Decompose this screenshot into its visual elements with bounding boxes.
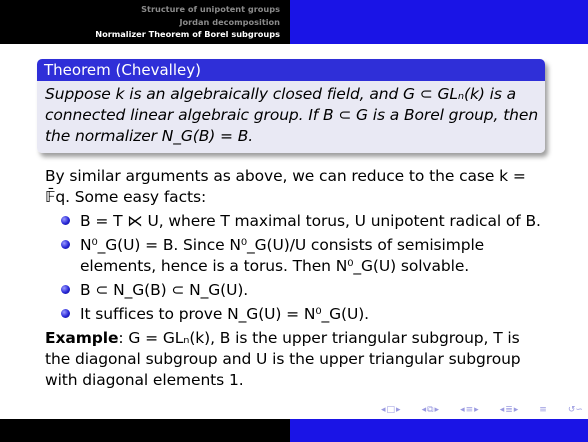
nav-item-jordan[interactable]: Jordan decomposition [179,16,280,27]
fact-text: It suffices to prove N_G(U) = N⁰_G(U). [80,305,370,323]
nav-next-icon[interactable]: ▸ [474,405,479,415]
section-navigation [95,3,280,41]
nav-prev-icon[interactable]: ◂ [381,405,386,415]
navigation-controls [381,404,583,416]
nav-prev-icon[interactable]: ◂ [499,405,505,415]
nav-frame-icon: □ [386,405,396,415]
nav-next-icon[interactable]: ▸ [434,405,440,415]
facts-list [45,211,545,325]
headline-bar [0,0,588,44]
footline-bar [0,419,588,442]
footline-right [290,419,588,442]
nav-prev-icon[interactable]: ◂ [460,405,465,415]
nav-next-icon[interactable]: ▸ [513,405,519,415]
list-item [45,235,545,277]
footline-left [0,419,290,442]
list-item [45,304,545,325]
list-item [45,211,545,232]
bullet-icon [61,240,70,249]
nav-subsection-group [422,404,440,416]
nav-item-normalizer[interactable]: Normalizer Theorem of Borel subgroups [95,29,280,39]
fact-text: N⁰_G(U) = B. Since N⁰_G(U)/U consists of semisimple elements, hence is a torus. Then N⁰_G(U) solvable. [80,236,485,275]
nav-appendix-icon: ≣ [505,405,513,415]
headline-left [0,0,290,44]
bullet-icon [61,216,70,225]
example-label: Example [45,329,119,347]
nav-subsection-icon: ⧉ [427,405,434,415]
intro-text: By similar arguments as above, we can reduce to the case k = 𝔽̄q. Some easy facts: [45,167,526,206]
theorem-title: Theorem (Chevalley) [37,59,545,81]
search-icon[interactable]: ↺∽ [567,405,583,415]
fact-text: B ⊂ N_G(B) ⊂ N_G(U). [80,281,249,299]
nav-item-unipotent[interactable]: Structure of unipotent groups [141,4,280,14]
bullet-icon [61,309,70,318]
nav-section-icon[interactable]: ≡ [539,405,547,415]
theorem-block [37,59,545,153]
bullet-icon [61,285,70,294]
nav-section-group [460,404,479,416]
slide-content [45,166,545,391]
nav-frame-group [381,404,401,416]
nav-prev-icon[interactable]: ◂ [421,405,427,415]
example-text: G = GLₙ(k), B is the upper triangular subgroup, T is the diagonal subgroup and U is the upper triangular subgroup with diagonal elements 1. [45,329,521,389]
nav-appendix-group [500,404,519,416]
theorem-statement: Suppose k is an algebraically closed field, and G ⊂ GLₙ(k) is a connected linear algebraic group. If B ⊂ G is a Borel group, then the normalizer N_G(B) = B. [37,81,545,153]
fact-text: B = T ⋉ U, where T maximal torus, U unipotent radical of B. [80,212,541,230]
example-paragraph: Example: G = GLₙ(k), B is the upper triangular subgroup, T is the diagonal subgroup and U is the upper triangular subgroup with diagonal elements 1. [45,329,521,389]
nav-next-icon[interactable]: ▸ [396,405,401,415]
headline-right [290,0,588,44]
list-item [45,280,545,301]
nav-section-icon: ≡ [465,405,474,415]
